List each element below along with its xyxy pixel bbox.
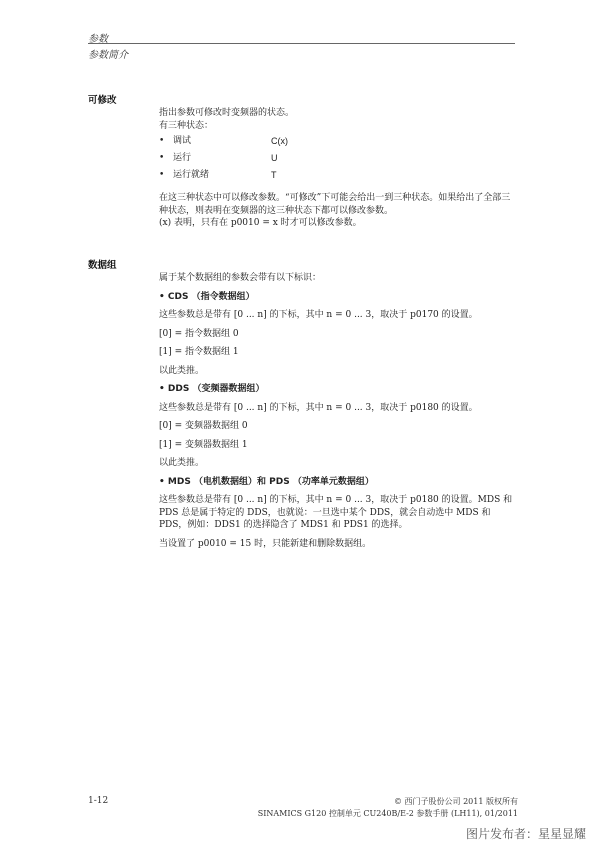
state-row: [159, 167, 519, 184]
cds-heading: • CDS （指令数据组）: [159, 291, 255, 302]
bullet-icon: •: [159, 384, 168, 394]
footer-info: [258, 796, 518, 820]
state-code: T: [271, 170, 277, 181]
mds-heading: • MDS （电机数据组）和 PDS （功率单元数据组）: [159, 476, 374, 487]
state-name: 运行: [173, 153, 192, 164]
bullet-icon: •: [159, 170, 165, 181]
state-row: [159, 150, 519, 167]
state-code: C(x): [271, 136, 288, 147]
bullet-icon: •: [159, 291, 168, 302]
section-title-modifiable: 可修改: [88, 95, 117, 106]
cds-desc: 这些参数总是带有 [0 ... n] 的下标，其中 n = 0 ... 3，取决于 p0170 的设置。: [159, 310, 478, 320]
header-rule: [88, 43, 515, 44]
header-section: 参数: [88, 34, 108, 45]
bullet-icon: •: [159, 153, 165, 164]
header-subsection: 参数简介: [88, 50, 128, 61]
modifiable-para1: 在这三种状态中可以修改参数。“可修改”下可能会给出一到三种状态。如果给出了全部三种状态，则表明在变频器的这三种状态下都可以修改参数。: [159, 193, 511, 216]
modifiable-intro2: 有三种状态：: [159, 120, 214, 131]
state-name: 运行就绪: [173, 170, 210, 181]
datasets-intro: 属于某个数据组的参数会带有以下标识：: [159, 273, 322, 283]
watermark: 图片发布者：星星显耀: [465, 827, 586, 841]
modifiable-para2: (x) 表明，只有在 p0010 = x 时才可以修改参数。: [159, 218, 362, 228]
section-title-datasets: 数据组: [88, 260, 117, 271]
dds-item0: [0] = 变频器数据组 0: [159, 421, 248, 431]
modifiable-intro1: 指出参数可修改时变频器的状态。: [159, 108, 295, 118]
datasets-body: [159, 272, 519, 550]
dds-heading: • DDS （变频器数据组）: [159, 384, 265, 394]
mds-note: 当设置了 p0010 = 15 时，只能新建和删除数据组。: [159, 538, 372, 549]
modifiable-body: [159, 107, 519, 230]
bullet-icon: •: [159, 476, 168, 487]
page-number: 1-12: [88, 796, 109, 806]
state-row: [159, 133, 519, 150]
state-name: 调试: [173, 136, 192, 147]
cds-item0: [0] = 指令数据组 0: [159, 328, 239, 339]
mds-desc: 这些参数总是带有 [0 ... n] 的下标，其中 n = 0 ... 3，取决于 p0180 的设置。MDS 和 PDS 总是属于特定的 DDS，也就说：一旦选中某个 DDS，就会自动选中 MDS 和 PDS，例如：DDS1 的选择隐含了 MDS1 和 PDS1 的选择。: [159, 495, 513, 530]
cds-etc: 以此类推。: [159, 365, 205, 376]
dds-item1: [1] = 变频器数据组 1: [159, 439, 248, 450]
dds-etc: 以此类推。: [159, 458, 205, 468]
dds-desc: 这些参数总是带有 [0 ... n] 的下标，其中 n = 0 ... 3，取决于 p0180 的设置。: [159, 402, 478, 413]
footer-copyright: © 西门子股份公司 2011 版权所有: [394, 797, 518, 806]
footer-manual: SINAMICS G120 控制单元 CU240B/E-2 参数手册 (LH11), 01/2011: [257, 809, 518, 818]
cds-item1: [1] = 指令数据组 1: [159, 347, 239, 357]
state-code: U: [271, 153, 278, 164]
bullet-icon: •: [159, 136, 165, 147]
